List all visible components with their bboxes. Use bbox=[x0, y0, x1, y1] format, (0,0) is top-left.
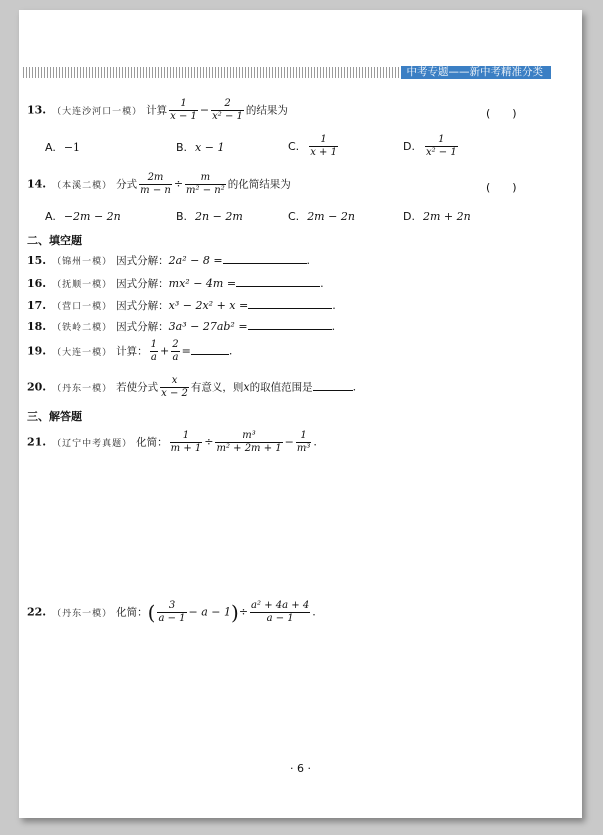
fraction: $\frac{m}{\text{m² − n²}}$ bbox=[186, 172, 225, 196]
question-source: （本溪二模） bbox=[52, 180, 113, 191]
fraction: $\frac{1}{\text{m³}}$ bbox=[296, 430, 311, 454]
fraction: $\frac{x}{x - 2}$ bbox=[161, 375, 188, 399]
question-14: 14. （本溪二模） 分式 $\frac{2m}{m - n}$ ÷ $\frac{m}{\text{m² − n²}}$ 的化简结果为 bbox=[27, 172, 291, 196]
question-number: 13. bbox=[27, 103, 47, 117]
question-number: 16. bbox=[27, 277, 47, 290]
fraction: $\frac{2m}{m - n}$ bbox=[140, 172, 171, 196]
question-source: （抚顺一模） bbox=[52, 280, 113, 290]
question-number: 19. bbox=[27, 344, 47, 358]
answer-blank[interactable] bbox=[236, 275, 320, 287]
answer-bracket: ( ) bbox=[486, 107, 517, 120]
question-number: 21. bbox=[27, 435, 47, 449]
question-source: （丹东一模） bbox=[52, 383, 113, 394]
fraction: $\frac{3}{a - 1}$ bbox=[158, 600, 186, 624]
fraction: $\frac{1}{a}$ bbox=[150, 339, 158, 363]
question-13: 13. （大连沙河口一模） 计算 $\frac{1}{x - 1}$ − $\frac{2}{\text{x² − 1}}$ 的结果为 bbox=[27, 98, 288, 122]
question-22: 22. （丹东一模） 化简：( $\frac{3}{a - 1}$ − a − 1)÷ $\frac{\text{a² + 4a + 4}}{a - 1}$ . bbox=[27, 600, 316, 625]
option-d: D. $\frac{1}{\text{x² − 1}}$ bbox=[403, 134, 457, 158]
fraction: $\frac{\text{m³}}{\text{m² + 2m + 1}}$ bbox=[216, 430, 282, 454]
answer-blank[interactable] bbox=[191, 343, 229, 355]
fraction: $\frac{1}{x + 1}$ bbox=[310, 134, 337, 158]
section-heading-solve: 三、解答题 bbox=[27, 410, 82, 423]
question-21: 21. （辽宁中考真题） 化简： $\frac{1}{m + 1}$ ÷ $\frac{\text{m³}}{\text{m² + 2m + 1}}$ − $\frac{1}{\text{m³}}$ . bbox=[27, 430, 317, 454]
question-source: （铁岭二模） bbox=[52, 323, 113, 333]
fraction: $\frac{1}{\text{x² − 1}}$ bbox=[425, 134, 457, 158]
question-source: （营口一模） bbox=[52, 302, 113, 312]
question-number: 15. bbox=[27, 254, 47, 267]
question-number: 22. bbox=[27, 605, 47, 619]
option-a: A. −2m − 2n bbox=[45, 210, 121, 223]
question-number: 20. bbox=[27, 380, 47, 394]
question-source: （辽宁中考真题） bbox=[52, 438, 133, 449]
answer-blank[interactable] bbox=[223, 252, 307, 264]
option-c: C. 2m − 2n bbox=[288, 210, 355, 223]
option-a: A. −1 bbox=[45, 141, 81, 154]
question-18: 18. （铁岭二模） 因式分解：3a³ − 27ab² = . bbox=[27, 320, 336, 333]
page-number: · 6 · bbox=[290, 762, 311, 775]
question-source: （大连一模） bbox=[52, 347, 113, 358]
option-b: B. x − 1 bbox=[176, 141, 225, 154]
question-15: 15. （锦州一模） 因式分解：2a² − 8 = . bbox=[27, 254, 311, 267]
answer-bracket: ( ) bbox=[486, 181, 517, 194]
fraction: $\frac{2}{\text{x² − 1}}$ bbox=[212, 98, 243, 122]
question-source: （大连沙河口一模） bbox=[52, 106, 143, 117]
answer-blank[interactable] bbox=[248, 297, 332, 309]
fraction: $\frac{1}{x - 1}$ bbox=[170, 98, 197, 122]
question-source: （丹东一模） bbox=[52, 608, 113, 619]
header-banner bbox=[23, 67, 551, 78]
worksheet-page bbox=[19, 10, 582, 818]
question-number: 18. bbox=[27, 320, 47, 333]
question-20: 20. （丹东一模） 若使分式 $\frac{x}{x - 2}$ 有意义，则x的取值范围是 . bbox=[27, 375, 357, 399]
header-tag: 中考专题——新中考精准分类 bbox=[401, 66, 552, 79]
option-c: C. $\frac{1}{x + 1}$ bbox=[288, 134, 337, 158]
option-b: B. 2n − 2m bbox=[176, 210, 243, 223]
option-d: D. 2m + 2n bbox=[403, 210, 471, 223]
question-number: 14. bbox=[27, 177, 47, 191]
question-number: 17. bbox=[27, 299, 47, 312]
section-heading-fill-blank: 二、填空题 bbox=[27, 234, 82, 247]
fraction: $\frac{2}{a}$ bbox=[172, 339, 179, 363]
answer-blank[interactable] bbox=[313, 379, 353, 391]
answer-blank[interactable] bbox=[248, 318, 332, 330]
question-19: 19. （大连一模） 计算： $\frac{1}{a}$ + $\frac{2}{a}$ = . bbox=[27, 339, 233, 363]
fraction: $\frac{1}{m + 1}$ bbox=[170, 430, 202, 454]
fraction: $\frac{\text{a² + 4a + 4}}{a - 1}$ bbox=[251, 600, 310, 624]
question-17: 17. （营口一模） 因式分解：x³ − 2x² + x = . bbox=[27, 299, 336, 312]
question-source: （锦州一模） bbox=[52, 257, 113, 267]
question-16: 16. （抚顺一模） 因式分解：mx² − 4m = . bbox=[27, 277, 324, 290]
